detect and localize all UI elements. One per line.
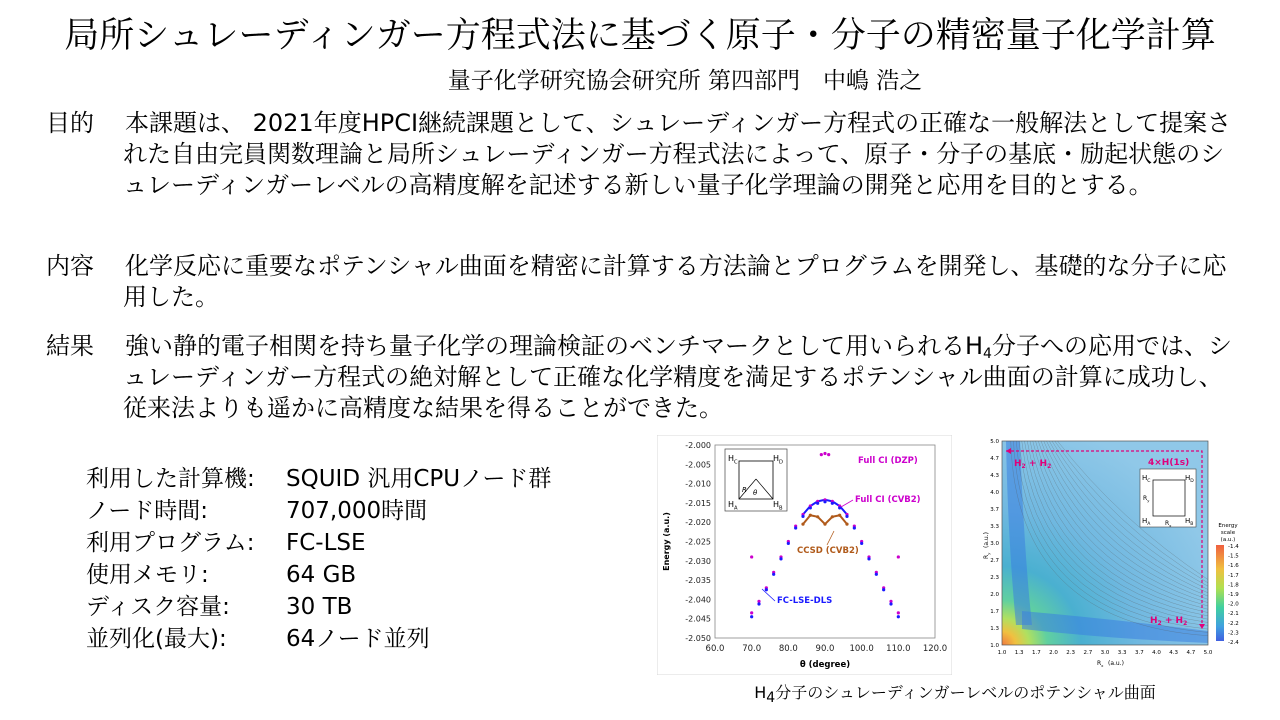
spec-key: 利用した計算機: (86, 466, 255, 492)
data-point (860, 542, 863, 545)
colorbar-tick: -1.5 (1228, 553, 1239, 560)
y-tick-label: 2.3 (990, 575, 999, 581)
data-point (867, 557, 870, 560)
data-point (750, 615, 753, 618)
y-tick-label: 2.0 (990, 592, 999, 598)
y-tick-label: 1.7 (990, 609, 999, 615)
data-point (853, 526, 856, 529)
y-tick-label: 3.0 (990, 541, 999, 547)
y-tick-label: -2.030 (685, 556, 711, 566)
spec-row (86, 623, 551, 655)
spec-value: 30 TB (286, 594, 353, 620)
x-tick-label: 120.0 (922, 644, 948, 654)
data-point (823, 500, 826, 503)
x-tick-label: 110.0 (886, 644, 911, 654)
label-4h: 4×H(1s) (1148, 458, 1190, 468)
x-tick-label: 80.0 (778, 644, 798, 654)
data-point (757, 602, 760, 605)
atom-label: $H_C$ (728, 454, 738, 466)
data-point (897, 611, 900, 614)
spec-row (86, 559, 551, 591)
y-tick-label: -2.050 (685, 634, 711, 643)
data-point (889, 602, 892, 605)
spec-key: ディスク容量: (86, 594, 230, 620)
data-point (845, 523, 848, 526)
colorbar-tick: -1.7 (1228, 572, 1239, 579)
data-point (875, 573, 878, 576)
section-label: 目的 (46, 109, 94, 137)
atom-label: $H_C$ (1142, 474, 1151, 485)
colorbar-title: scale (1220, 530, 1236, 536)
colorbar-tick: -2.2 (1228, 620, 1239, 627)
resource-spec-list (86, 463, 551, 655)
colorbar (1216, 523, 1239, 646)
atom-label: $H_D$ (1185, 474, 1194, 485)
data-point (838, 506, 841, 509)
colorbar-tick: -2.3 (1228, 630, 1239, 637)
atom-label: $H_B$ (773, 500, 783, 512)
page-title: 局所シュレーディンガー方程式法に基づく原子・分子の精密量子化学計算 (64, 16, 1216, 56)
x-tick-label: 90.0 (815, 644, 835, 654)
y-tick-label: 1.0 (990, 643, 999, 649)
y-tick-label: -2.025 (685, 537, 711, 547)
section-purpose (46, 108, 1236, 201)
spec-key: ノード時間: (86, 498, 209, 524)
x-tick-label: 4.7 (1186, 650, 1196, 656)
inset-theta-label: θ (753, 489, 758, 497)
y-axis-label (983, 532, 991, 559)
colorbar-title: Energy (1218, 523, 1238, 529)
label-h2-h2-top: $H_2 + H_2$ (1014, 459, 1052, 470)
x-tick-label: 4.0 (1152, 650, 1161, 656)
data-point (765, 588, 768, 591)
data-point (838, 514, 841, 517)
colorbar-tick: -2.1 (1228, 611, 1239, 618)
y-axis-text: $R_y$ (983, 552, 991, 559)
colorbar-tick: -2.0 (1228, 601, 1239, 608)
spec-key: 使用メモリ: (86, 562, 209, 588)
y-tick-label: -2.015 (685, 498, 711, 508)
spec-value: 64 GB (286, 562, 357, 588)
y-tick-label: -2.010 (685, 479, 711, 489)
inset-r-label: R (742, 486, 747, 494)
y-tick-label: -2.000 (685, 441, 711, 450)
section-result (46, 331, 1236, 424)
data-point (897, 615, 900, 618)
y-tick-label: 4.0 (990, 490, 999, 496)
data-point (823, 452, 826, 455)
data-point (787, 542, 790, 545)
section-label: 内容 (46, 252, 94, 280)
legend-full-ci-cvb2: Full CI (CVB2) (855, 495, 921, 505)
colorbar-tick: -2.4 (1228, 640, 1239, 646)
y-tick-label: -2.005 (685, 460, 711, 470)
data-point (772, 573, 775, 576)
spec-row (86, 495, 551, 527)
colorbar-tick: -1.9 (1228, 592, 1239, 598)
section-text: 化学反応に重要なポテンシャル曲面を精密に計算する方法論とプログラムを開発し、基礎的な分子に応用した。 (123, 252, 1227, 311)
y-tick-label: 3.7 (990, 507, 999, 513)
data-point (831, 502, 834, 505)
x-tick-label: 2.0 (1049, 650, 1058, 656)
x-tick-label: 1.3 (1014, 650, 1024, 656)
colorbar-gradient (1216, 545, 1224, 641)
data-point (816, 515, 819, 518)
y-tick-label: 5.0 (990, 439, 999, 445)
data-point (750, 611, 753, 614)
molecule-inset (725, 449, 787, 511)
author-affiliation: 量子化学研究協会研究所 第四部門 中嶋 浩之 (447, 68, 923, 94)
y-axis-unit: (a.u.) (983, 532, 990, 548)
colorbar-tick: -1.8 (1228, 582, 1239, 589)
x-tick-label: 3.3 (1117, 650, 1127, 656)
y-tick-label: -2.045 (685, 614, 711, 624)
data-point (827, 453, 830, 456)
spec-key: 利用プログラム: (86, 530, 255, 556)
x-tick-label: 60.0 (705, 644, 725, 654)
spec-key: 並列化(最大): (86, 626, 227, 652)
molecule-inset (1140, 469, 1196, 528)
section-text: 強い静的電子相関を持ち量子化学の理論検証のベンチマークとして用いられる$H_4$分子への応用では、シュレーディンガー方程式の絶対解として正確な化学精度を満足するポテンシャル曲面の計算に成功し、従来法よりも遥かに高精度な結果を得ることができた。 (123, 332, 1232, 422)
y-tick-label: -2.035 (685, 576, 711, 586)
x-tick-label: 2.3 (1066, 650, 1076, 656)
data-point (801, 523, 804, 526)
data-point (823, 523, 826, 526)
x-tick-label: 2.7 (1083, 650, 1093, 656)
x-tick-label: 4.3 (1169, 650, 1179, 656)
y-tick-label: -2.020 (685, 518, 711, 528)
data-point (794, 526, 797, 529)
inset-rx-label: $R_x$ (1165, 520, 1172, 528)
data-point (831, 515, 834, 518)
data-point (809, 514, 812, 517)
spec-value: 64ノード並列 (286, 626, 430, 652)
spec-row (86, 463, 551, 495)
inset-ry-label: $R_y$ (1143, 495, 1150, 503)
x-axis-label: θ (degree) (799, 660, 851, 670)
x-tick-label: 100.0 (849, 644, 874, 654)
potential-surface-heatmap (960, 435, 1252, 675)
section-label: 結果 (46, 332, 94, 360)
y-tick-label: -2.040 (685, 595, 711, 605)
label-h2-h2-bottom: $H_2 + H_2$ (1150, 616, 1188, 627)
figure-caption: $H_4$分子のシュレーディンガーレベルのポテンシャル曲面 (754, 683, 1156, 706)
x-tick-label: 3.0 (1100, 650, 1110, 656)
data-point (801, 515, 804, 518)
data-point (820, 453, 823, 456)
x-axis-unit: (a.u.) (1108, 660, 1124, 667)
spec-value: FC-LSE (286, 530, 366, 556)
x-tick-label: 70.0 (742, 644, 762, 654)
y-tick-label: 1.3 (990, 626, 999, 632)
colorbar-tick: -1.6 (1228, 563, 1239, 570)
spec-row (86, 591, 551, 623)
colorbar-title: (a.u.) (1220, 537, 1236, 543)
data-point (809, 506, 812, 509)
legend-full-ci-dzp: Full CI (DZP) (858, 456, 918, 466)
y-tick-label: 2.7 (990, 558, 999, 564)
x-tick-label: 1.0 (997, 650, 1007, 656)
y-tick-label: 4.7 (990, 456, 999, 462)
y-tick-label: 4.3 (990, 473, 999, 479)
x-tick-label: 1.7 (1031, 650, 1041, 656)
spec-value: 707,000時間 (286, 498, 428, 524)
spec-row (86, 527, 551, 559)
colorbar-tick: -1.4 (1228, 544, 1239, 550)
data-point (897, 555, 900, 558)
data-point (882, 588, 885, 591)
section-content (46, 251, 1236, 313)
data-point (750, 555, 753, 558)
data-point (779, 557, 782, 560)
legend-ccsd-cvb2: CCSD (CVB2) (797, 546, 859, 556)
y-tick-label: 3.3 (990, 524, 999, 530)
legend-fc-lse-dls: FC-LSE-DLS (777, 596, 833, 606)
x-tick-label: 3.7 (1134, 650, 1144, 656)
atom-label: $H_A$ (728, 500, 738, 512)
spec-value: SQUID 汎用CPUノード群 (286, 466, 552, 492)
data-point (816, 502, 819, 505)
energy-vs-angle-chart (657, 435, 952, 675)
atom-label: $H_D$ (773, 454, 784, 466)
atom-label: $H_A$ (1142, 517, 1151, 528)
x-axis-label: $R_x$ (1097, 660, 1104, 668)
y-axis-label: Energy (a.u.) (662, 512, 671, 571)
section-text: 本課題は、 2021年度HPCI継続課題として、シュレーディンガー方程式の正確な一般解法として提案された自由完員関数理論と局所シュレーディンガー方程式法によって、原子・分子の基底・励起状態のシュレーディンガーレベルの高精度解を記述する新しい量子化学理論の開発と応用を目的とする。 (123, 109, 1232, 199)
data-point (845, 515, 848, 518)
atom-label: $H_B$ (1185, 517, 1194, 528)
x-tick-label: 5.0 (1203, 650, 1213, 656)
